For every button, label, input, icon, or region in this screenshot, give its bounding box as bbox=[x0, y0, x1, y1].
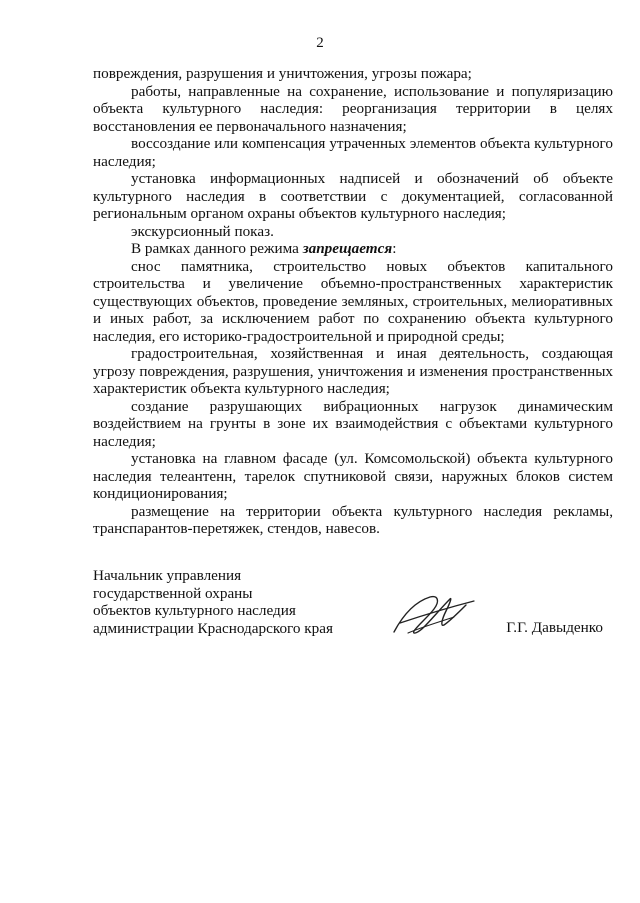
prohibition-heading bbox=[93, 240, 613, 258]
signer-name: Г.Г. Давыденко bbox=[506, 619, 603, 636]
signer-position-line: администрации Краснодарского края bbox=[93, 619, 333, 637]
prohibited-item: создание разрушающих вибрационных нагрузок динамическим воздействием на грунты в зоне их взаимодействия с объектами культурного наследия; bbox=[93, 397, 613, 450]
prohibition-lead: В рамках данного режима bbox=[131, 240, 303, 257]
prohibited-item: размещение на территории объекта культурного наследия рекламы, транспарантов-перетяжек, стендов, навесов. bbox=[93, 502, 613, 537]
paragraph: повреждения, разрушения и уничтожения, угрозы пожара; bbox=[93, 65, 472, 82]
paragraph: установка информационных надписей и обозначений об объекте культурного наследия в соответствии с документацией, согласованной региональным органом охраны объектов культурного наследия; bbox=[93, 170, 613, 222]
prohibited-item: установка на главном фасаде (ул. Комсомольской) объекта культурного наследия телеантенн, тарелок спутниковой связи, наружных блоков систем кондиционирования; bbox=[93, 450, 613, 502]
paragraph: воссоздание или компенсация утраченных элементов объекта культурного наследия; bbox=[93, 135, 613, 170]
document-body bbox=[93, 65, 613, 538]
paragraph: экскурсионный показ. bbox=[131, 222, 274, 240]
signer-position-line: Начальник управления bbox=[93, 567, 242, 584]
prohibition-word: запрещается bbox=[302, 240, 393, 257]
paragraph: работы, направленные на сохранение, использование и популяризацию объекта культурного наследия: реорганизация территории в целях восстановления ее первоначального назначения; bbox=[93, 82, 613, 135]
prohibited-item: снос памятника, строительство новых объектов капитального строительства и увеличение объемно-пространственных характеристик существующих объектов, проведение земляных, строительных, мелиоративных и иных работ, за исключением работ по сохранению объекта культурного наследия, его историко-градостроительной и природной среды; bbox=[93, 257, 613, 345]
prohibition-colon: : bbox=[392, 240, 397, 257]
prohibited-item: градостроительная, хозяйственная и иная деятельность, создающая угрозу повреждения, разрушения, уничтожения и изменения пространственных характеристик объекта культурного наследия; bbox=[93, 345, 613, 397]
signer-position-line: государственной охраны bbox=[93, 584, 253, 602]
signer-position-line: объектов культурного наследия bbox=[93, 602, 296, 619]
handwritten-signature bbox=[388, 587, 483, 642]
signature-block bbox=[93, 567, 613, 647]
page-number: 2 bbox=[316, 35, 324, 51]
